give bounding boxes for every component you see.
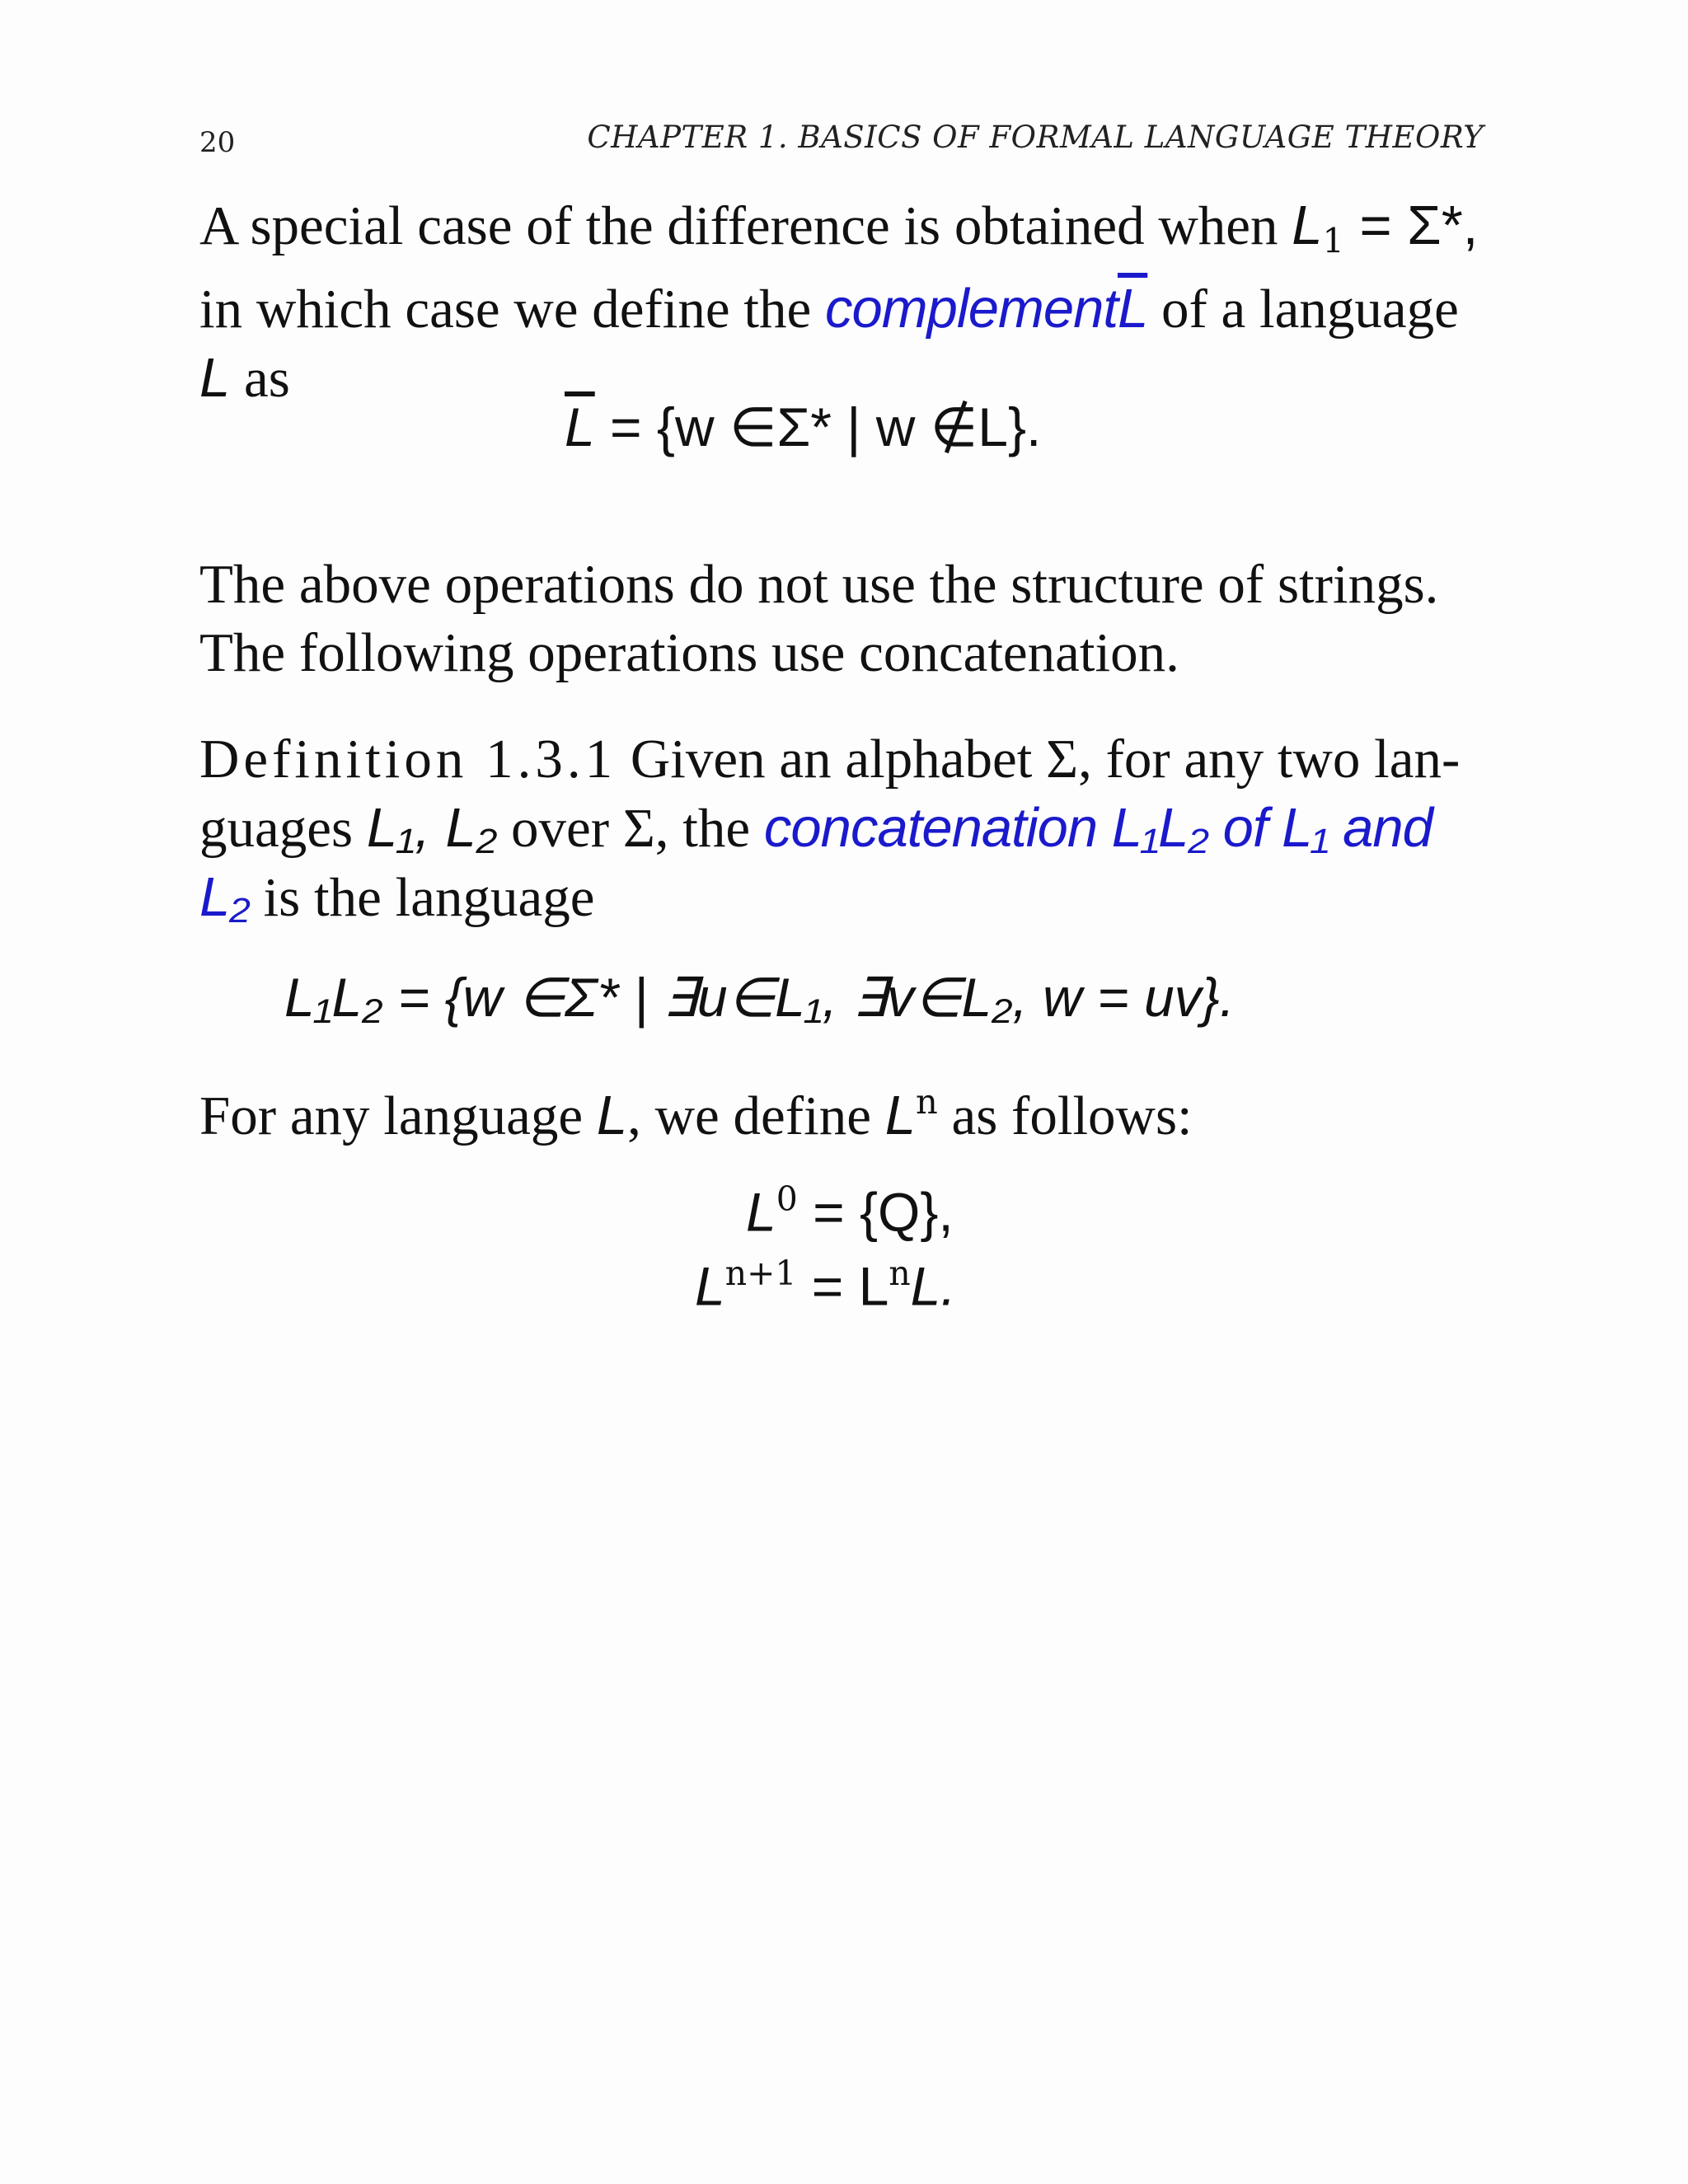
math-L-n bbox=[884, 1081, 938, 1146]
page-number: 20 bbox=[199, 126, 236, 159]
superscript: n+1 bbox=[724, 1254, 797, 1293]
superscript: n bbox=[915, 1081, 938, 1122]
page-header bbox=[199, 120, 1484, 161]
math-languages: L₁, L₂ bbox=[366, 797, 498, 859]
superscript: n bbox=[889, 1254, 911, 1293]
math-sigma-star: = Σ*, bbox=[1343, 194, 1479, 256]
text: A special case of the difference is obtained when bbox=[199, 195, 1292, 256]
math-L: L bbox=[199, 347, 231, 410]
complement-symbol: $\overline{L}$ bbox=[1117, 278, 1148, 340]
text: as bbox=[230, 348, 290, 410]
text: of a language bbox=[1147, 279, 1459, 340]
paragraph-operations bbox=[199, 551, 1493, 687]
para2-line1: The above operations do not use the structure of strings. bbox=[199, 554, 1439, 615]
equation-rhs: = {Q}, bbox=[797, 1181, 954, 1243]
definition-block bbox=[199, 725, 1493, 932]
text: in which case we define the bbox=[199, 279, 826, 340]
math-L: L bbox=[596, 1084, 628, 1146]
math-var: L bbox=[884, 1084, 916, 1146]
math-L bbox=[1292, 194, 1344, 261]
text: For any language bbox=[199, 1085, 597, 1146]
math-L: L bbox=[695, 1255, 725, 1317]
concatenation-term-end: L₂ bbox=[199, 866, 250, 928]
equation-concatenation: L₁L₂ = {w ∈Σ* | ∃u∈L₁, ∃v∈L₂, w = uv}. bbox=[284, 967, 1236, 1028]
math-L-bar: $\overline{L}$ bbox=[565, 396, 595, 457]
equation-power-base bbox=[746, 1166, 954, 1245]
definition-line3 bbox=[199, 863, 1493, 932]
text: , we define bbox=[627, 1085, 885, 1146]
paragraph-difference bbox=[199, 191, 1493, 413]
para1-line2 bbox=[199, 274, 1493, 344]
math-L: L bbox=[746, 1181, 776, 1243]
definition-line2 bbox=[199, 794, 1493, 863]
concatenation-term: concatenation L₁L₂ of L₁ and bbox=[763, 797, 1432, 859]
superscript: 0 bbox=[776, 1179, 798, 1219]
complement-term: complement bbox=[825, 278, 1118, 340]
equation-complement bbox=[565, 394, 1041, 460]
paragraph-power bbox=[199, 1067, 1493, 1151]
definition-heading: Definition 1.3.1 bbox=[199, 729, 617, 790]
para1-line1 bbox=[199, 191, 1493, 274]
text: as follows: bbox=[937, 1085, 1193, 1146]
para3-line bbox=[199, 1067, 1493, 1151]
text: over Σ, the bbox=[497, 798, 764, 859]
text: guages bbox=[199, 798, 367, 859]
para2-line2: The following operations use concatenation. bbox=[199, 622, 1179, 683]
text: is the language bbox=[249, 867, 595, 928]
equation-mid: = L bbox=[796, 1255, 889, 1317]
definition-line1 bbox=[199, 725, 1493, 794]
equation-rhs: L. bbox=[910, 1255, 956, 1317]
text: Given an alphabet Σ, for any two lan- bbox=[617, 729, 1461, 790]
equation-power-step bbox=[695, 1240, 956, 1319]
equation-rhs: = {w ∈Σ* | w ∉L}. bbox=[594, 396, 1042, 457]
running-title: CHAPTER 1. BASICS OF FORMAL LANGUAGE THEORY bbox=[587, 120, 1484, 155]
subscript: 1 bbox=[1322, 220, 1344, 261]
math-var: L bbox=[1292, 194, 1323, 256]
